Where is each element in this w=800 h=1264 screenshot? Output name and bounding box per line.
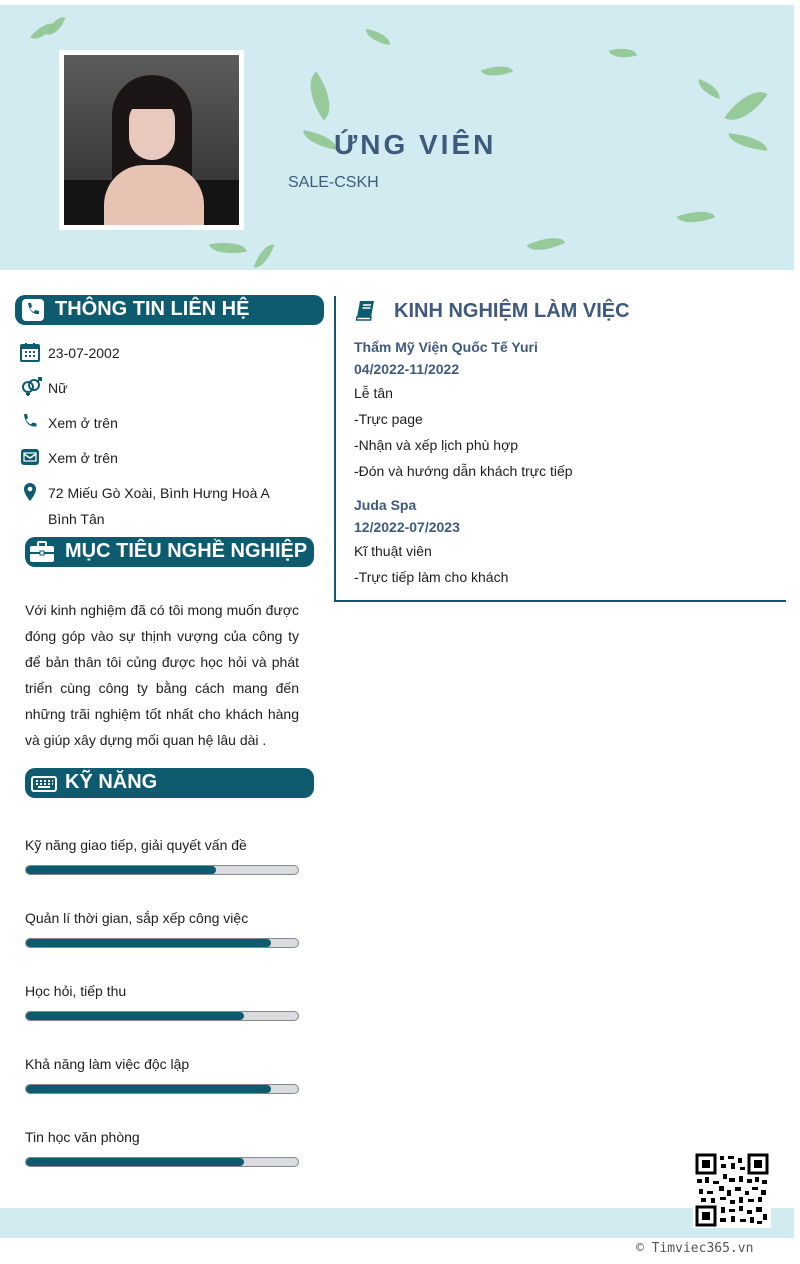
skill-name: Tin học văn phòng (25, 1129, 140, 1145)
email-value[interactable]: Xem ở trên (48, 450, 118, 466)
skill-progress-fill (26, 1085, 271, 1093)
skill-progress-fill (26, 1012, 244, 1020)
skill-progress-bar (25, 938, 299, 948)
job-detail: -Trực tiếp làm cho khách (354, 569, 509, 585)
contact-section-header (15, 295, 324, 325)
skills-section-header (25, 768, 314, 798)
gender-icon (20, 377, 40, 397)
skill-name: Khả năng làm việc độc lập (25, 1056, 190, 1072)
calendar-icon (20, 342, 40, 362)
leaf-decoration (298, 72, 341, 121)
skill-name: Quản lí thời gian, sắp xếp công việc (25, 910, 249, 926)
leaf-decoration (364, 29, 392, 45)
job-detail: Lễ tân (354, 385, 393, 401)
leaf-decoration (724, 82, 767, 131)
phone-icon (20, 412, 40, 432)
skill-progress-bar (25, 1084, 299, 1094)
skill-progress-bar (25, 1011, 299, 1021)
job-detail: -Nhận và xếp lịch phù hợp (354, 437, 519, 453)
objective-text: Với kinh nghiệm đã có tôi mong muốn được đóng góp vào sự thịnh vượng của công ty để bản thân tôi củng được học hỏi và phát triển cùng công ty bằng cách mang đến những trãi nghiệm tốt nhất cho khách hàng và giúp xây dựng mối quan hệ lâu dài . (25, 602, 299, 748)
job-company: Thẩm Mỹ Viện Quốc Tế Yuri (354, 339, 538, 355)
leaf-decoration (47, 14, 66, 39)
profile-photo-frame (59, 50, 244, 230)
leaf-decoration (209, 238, 247, 258)
experience-divider (334, 296, 336, 602)
skill-name: Học hỏi, tiếp thu (25, 983, 127, 999)
job-period: 04/2022-11/2022 (354, 361, 460, 377)
experience-section-title: KINH NGHIỆM LÀM VIỆC (394, 300, 630, 322)
experience-divider (334, 600, 786, 602)
briefcase-icon (29, 541, 55, 569)
book-icon (355, 300, 377, 327)
job-company: Juda Spa (354, 497, 417, 513)
leaf-decoration (677, 204, 716, 229)
profile-photo (64, 55, 239, 225)
objective-section-header (25, 537, 314, 567)
header (0, 5, 794, 270)
job-period: 12/2022-07/2023 (354, 519, 460, 535)
qr-code-icon[interactable] (693, 1152, 771, 1228)
leaf-decoration (609, 44, 637, 62)
leaf-decoration (254, 241, 275, 271)
contact-section-title: THÔNG TIN LIÊN HỆ (55, 298, 250, 320)
keyboard-icon (31, 775, 57, 798)
skill-progress-fill (26, 939, 271, 947)
address-line-1: 72 Miếu Gò Xoài, Bình Hưng Hoà A (48, 485, 270, 501)
phone-value[interactable]: Xem ở trên (48, 415, 118, 431)
birthday-value: 23-07-2002 (48, 345, 120, 361)
candidate-name: ỨNG VIÊN (334, 129, 497, 160)
candidate-position: SALE-CSKH (288, 174, 379, 191)
phone-icon (21, 298, 45, 328)
skill-progress-fill (26, 1158, 244, 1166)
skill-progress-bar (25, 1157, 299, 1167)
job-detail: -Đón và hướng dẫn khách trực tiếp (354, 463, 573, 479)
map-pin-icon (20, 482, 40, 502)
leaf-decoration (527, 230, 566, 258)
skill-progress-bar (25, 865, 299, 875)
job-detail: Kĩ thuật viên (354, 543, 432, 559)
objective-section-title: MỤC TIÊU NGHỀ NGHIỆP (65, 540, 308, 562)
address-line-2: Bình Tân (48, 511, 105, 527)
gender-value: Nữ (48, 380, 68, 396)
skill-progress-fill (26, 866, 216, 874)
copyright-text: © Timviec365.vn (636, 1241, 754, 1256)
footer-bar (0, 1208, 794, 1238)
skill-name: Kỹ năng giao tiếp, giải quyết vấn đề (25, 837, 247, 853)
email-icon (20, 447, 40, 467)
skills-section-title: KỸ NĂNG (65, 771, 158, 793)
job-detail: -Trực page (354, 411, 423, 427)
leaf-decoration (695, 79, 724, 99)
leaf-decoration (481, 60, 513, 82)
leaf-decoration (727, 133, 768, 150)
